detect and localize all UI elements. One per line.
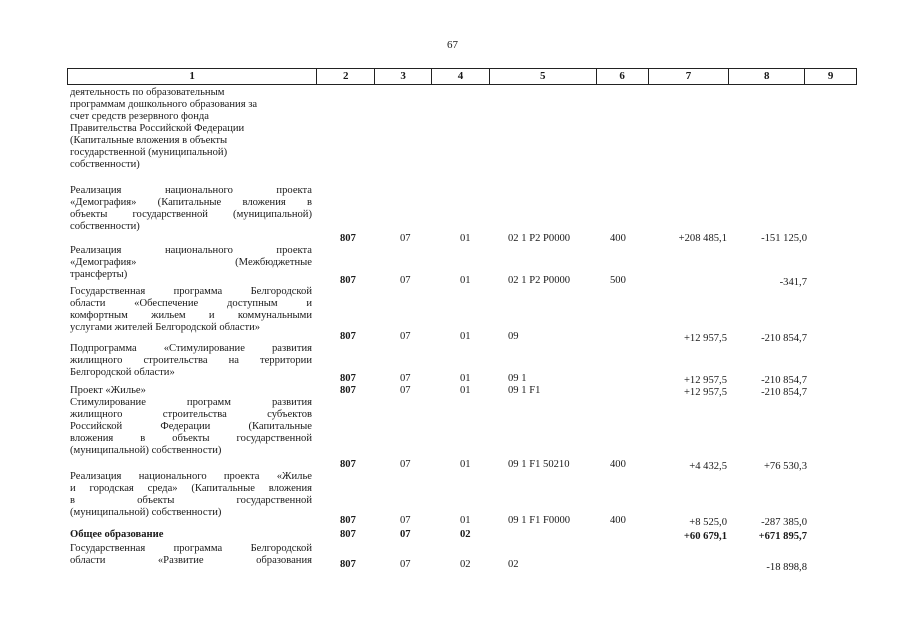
description-line: Проект «Жилье»	[70, 385, 146, 396]
cell-expense-type: 400	[610, 459, 626, 470]
cell-subsection: 01	[460, 331, 471, 342]
header-col-7: 7	[649, 69, 730, 84]
cell-amount-1: +8 525,0	[689, 517, 727, 528]
cell-section: 07	[400, 459, 411, 470]
table-row-description	[70, 529, 312, 541]
cell-amount-1: +4 432,5	[689, 461, 727, 472]
description-line: объекты государственной (муниципальной)	[70, 209, 312, 220]
description-line: услугами жителей Белгородской области»	[70, 322, 261, 333]
description-line: Государственная программа Белгородской	[70, 543, 312, 554]
header-col-4: 4	[432, 69, 490, 84]
table-row-description	[70, 397, 312, 457]
cell-amount-2: -341,7	[779, 277, 807, 288]
description-line: собственности)	[70, 221, 140, 232]
description-line: (Капитальные вложения в объекты	[70, 135, 228, 146]
cell-ministry: 807	[340, 385, 356, 396]
cell-section: 07	[400, 373, 411, 384]
cell-expense-type: 500	[610, 275, 626, 286]
description-line: счет средств резервного фонда	[70, 111, 209, 122]
description-line: программам дошкольного образования за	[70, 99, 258, 110]
cell-subsection: 01	[460, 515, 471, 526]
cell-amount-1: +208 485,1	[678, 233, 727, 244]
cell-target-article: 02 1 P2 P0000	[508, 233, 571, 244]
cell-section: 07	[400, 559, 411, 570]
description-line: «Демография» (Капитальные вложения в	[70, 197, 312, 208]
cell-ministry: 807	[340, 515, 356, 526]
cell-subsection: 02	[460, 529, 471, 540]
cell-subsection: 02	[460, 559, 471, 570]
header-col-3: 3	[375, 69, 432, 84]
cell-subsection: 01	[460, 459, 471, 470]
cell-target-article: 09 1 F1 50210	[508, 459, 570, 470]
description-line: «Демография» (Межбюджетные	[70, 257, 312, 268]
cell-amount-2: -210 854,7	[761, 375, 807, 386]
table-row-description	[70, 245, 312, 281]
description-line: и городская среда» (Капитальные вложения	[70, 483, 312, 494]
description-line: собственности)	[70, 159, 140, 170]
table-row-description	[70, 385, 312, 397]
cell-amount-1: +12 957,5	[683, 375, 727, 386]
table-row-description	[70, 286, 312, 334]
cell-ministry: 807	[340, 373, 356, 384]
table-row-description	[70, 343, 312, 379]
cell-ministry: 807	[340, 275, 356, 286]
table-row-description	[70, 543, 312, 567]
header-col-2: 2	[317, 69, 375, 84]
cell-subsection: 01	[460, 385, 471, 396]
header-col-5: 5	[490, 69, 597, 84]
cell-amount-1: +12 957,5	[683, 387, 727, 398]
cell-ministry: 807	[340, 331, 356, 342]
cell-target-article: 09 1 F1 F0000	[508, 515, 571, 526]
cell-amount-2: -151 125,0	[761, 233, 807, 244]
cell-ministry: 807	[340, 529, 356, 540]
description-line: Белгородской области»	[70, 367, 175, 378]
header-col-6: 6	[597, 69, 649, 84]
description-line: Стимулирование программ развития	[70, 397, 312, 408]
cell-ministry: 807	[340, 559, 356, 570]
cell-subsection: 01	[460, 275, 471, 286]
cell-target-article: 02	[508, 559, 519, 570]
description-line: Реализация национального проекта «Жилье	[70, 471, 312, 482]
cell-section: 07	[400, 515, 411, 526]
header-col-8: 8	[729, 69, 805, 84]
cell-target-article: 09	[508, 331, 519, 342]
cell-amount-1: +60 679,1	[683, 531, 727, 542]
cell-target-article: 02 1 P2 P0000	[508, 275, 571, 286]
header-col-9: 9	[827, 70, 834, 82]
cell-expense-type: 400	[610, 233, 626, 244]
description-line: Общее образование	[70, 529, 164, 540]
description-line: деятельность по образовательным	[70, 87, 225, 98]
description-line: комфортным жильем и коммунальными	[70, 310, 312, 321]
cell-amount-2: -18 898,8	[766, 562, 807, 573]
cell-ministry: 807	[340, 459, 356, 470]
cell-target-article: 09 1 F1	[508, 385, 541, 396]
cell-ministry: 807	[340, 233, 356, 244]
description-line: Российской Федерации (Капитальные	[70, 421, 312, 432]
cell-section: 07	[400, 331, 411, 342]
cell-amount-2: +76 530,3	[763, 461, 807, 472]
description-line: вложения в объекты государственной	[70, 433, 312, 444]
table-header	[67, 68, 857, 85]
table-row-description	[70, 87, 312, 171]
cell-amount-1: +12 957,5	[683, 333, 727, 344]
cell-target-article: 09 1	[508, 373, 527, 384]
description-line: трансферты)	[70, 269, 128, 280]
description-line: (муниципальной) собственности)	[70, 445, 222, 456]
description-line: Подпрограмма «Стимулирование развития	[70, 343, 312, 354]
description-line: государственной (муниципальной)	[70, 147, 228, 158]
cell-section: 07	[400, 275, 411, 286]
cell-subsection: 01	[460, 233, 471, 244]
table-row-description	[70, 471, 312, 519]
description-line: Реализация национального проекта	[70, 185, 312, 196]
cell-section: 07	[400, 529, 411, 540]
description-line: (муниципальной) собственности)	[70, 507, 222, 518]
cell-amount-2: -287 385,0	[761, 517, 807, 528]
description-line: Правительства Российской Федерации	[70, 123, 245, 134]
description-line: Государственная программа Белгородской	[70, 286, 312, 297]
cell-expense-type: 400	[610, 515, 626, 526]
cell-amount-2: +671 895,7	[758, 531, 807, 542]
description-line: жилищного строительства на территории	[70, 355, 312, 366]
cell-section: 07	[400, 385, 411, 396]
description-line: жилищного строительства субъектов	[70, 409, 312, 420]
header-col-1: 1	[68, 69, 317, 84]
cell-section: 07	[400, 233, 411, 244]
page-number: 67	[447, 39, 458, 51]
description-line: области «Развитие образования	[70, 555, 312, 566]
cell-subsection: 01	[460, 373, 471, 384]
description-line: области «Обеспечение доступным и	[70, 298, 312, 309]
description-line: Реализация национального проекта	[70, 245, 312, 256]
cell-amount-2: -210 854,7	[761, 333, 807, 344]
cell-amount-2: -210 854,7	[761, 387, 807, 398]
description-line: в объекты государственной	[70, 495, 312, 506]
table-row-description	[70, 185, 312, 233]
